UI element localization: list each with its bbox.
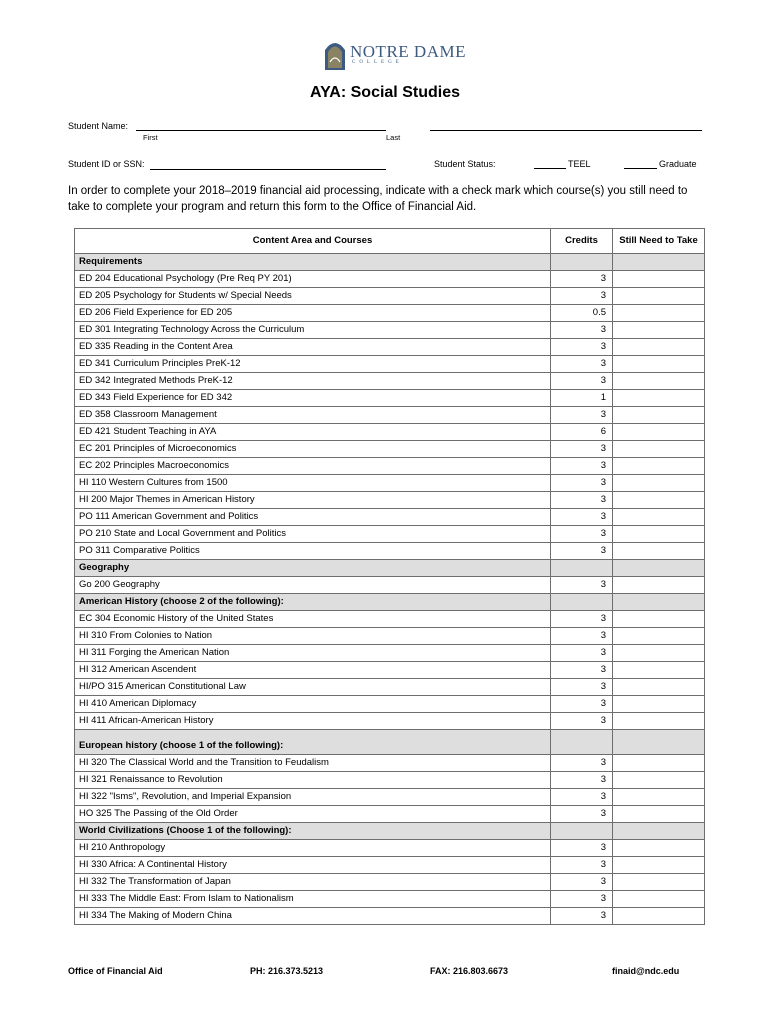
table-row xyxy=(75,857,705,874)
student-id-field[interactable] xyxy=(150,169,386,170)
still-need-checkbox-cell[interactable] xyxy=(613,441,705,458)
still-need-checkbox-cell[interactable] xyxy=(613,679,705,696)
first-label: First xyxy=(143,133,158,142)
course-credits: 3 xyxy=(551,288,613,305)
course-name: ED 205 Psychology for Students w/ Special Needs xyxy=(75,288,551,305)
page-title: AYA: Social Studies xyxy=(310,84,460,101)
still-need-checkbox-cell[interactable] xyxy=(613,696,705,713)
section-check-cell xyxy=(613,594,705,611)
course-name: HO 325 The Passing of the Old Order xyxy=(75,806,551,823)
table-row xyxy=(75,772,705,789)
table-row xyxy=(75,407,705,424)
table-row xyxy=(75,339,705,356)
course-name: PO 210 State and Local Government and Politics xyxy=(75,526,551,543)
course-name: ED 358 Classroom Management xyxy=(75,407,551,424)
still-need-checkbox-cell[interactable] xyxy=(613,322,705,339)
table-row xyxy=(75,789,705,806)
course-credits: 3 xyxy=(551,840,613,857)
table-row xyxy=(75,424,705,441)
course-name: EC 201 Principles of Microeconomics xyxy=(75,441,551,458)
table-row xyxy=(75,908,705,925)
course-name: PO 311 Comparative Politics xyxy=(75,543,551,560)
section-header-row xyxy=(75,560,705,577)
table-row xyxy=(75,526,705,543)
course-name: HI 110 Western Cultures from 1500 xyxy=(75,475,551,492)
section-header-row xyxy=(75,823,705,840)
still-need-checkbox-cell[interactable] xyxy=(613,789,705,806)
table-row xyxy=(75,543,705,560)
header-content-area: Content Area and Courses xyxy=(75,229,551,254)
teel-checkbox-line[interactable] xyxy=(534,168,566,169)
still-need-checkbox-cell[interactable] xyxy=(613,857,705,874)
table-row xyxy=(75,755,705,772)
still-need-checkbox-cell[interactable] xyxy=(613,271,705,288)
still-need-checkbox-cell[interactable] xyxy=(613,356,705,373)
course-name: ED 206 Field Experience for ED 205 xyxy=(75,305,551,322)
section-header-row xyxy=(75,730,705,755)
table-row xyxy=(75,611,705,628)
college-logo xyxy=(322,36,466,72)
table-row xyxy=(75,475,705,492)
course-credits: 3 xyxy=(551,679,613,696)
course-credits: 3 xyxy=(551,662,613,679)
courses-table xyxy=(74,228,705,925)
course-name: ED 342 Integrated Methods PreK-12 xyxy=(75,373,551,390)
still-need-checkbox-cell[interactable] xyxy=(613,874,705,891)
still-need-checkbox-cell[interactable] xyxy=(613,806,705,823)
still-need-checkbox-cell[interactable] xyxy=(613,390,705,407)
table-row xyxy=(75,645,705,662)
course-credits: 3 xyxy=(551,543,613,560)
course-credits: 3 xyxy=(551,475,613,492)
still-need-checkbox-cell[interactable] xyxy=(613,305,705,322)
course-name: EC 304 Economic History of the United States xyxy=(75,611,551,628)
table-row xyxy=(75,509,705,526)
course-name: ED 341 Curriculum Principles PreK-12 xyxy=(75,356,551,373)
still-need-checkbox-cell[interactable] xyxy=(613,424,705,441)
course-credits: 3 xyxy=(551,492,613,509)
course-name: ED 204 Educational Psychology (Pre Req PY 201) xyxy=(75,271,551,288)
course-credits: 3 xyxy=(551,577,613,594)
table-row xyxy=(75,441,705,458)
course-credits: 0.5 xyxy=(551,305,613,322)
still-need-checkbox-cell[interactable] xyxy=(613,713,705,730)
table-row xyxy=(75,390,705,407)
section-credits-cell xyxy=(551,254,613,271)
logo-name: NOTRE DAME xyxy=(350,42,466,61)
course-name: PO 111 American Government and Politics xyxy=(75,509,551,526)
still-need-checkbox-cell[interactable] xyxy=(613,543,705,560)
still-need-checkbox-cell[interactable] xyxy=(613,840,705,857)
header-still-need: Still Need to Take xyxy=(613,229,705,254)
course-credits: 3 xyxy=(551,526,613,543)
course-name: ED 335 Reading in the Content Area xyxy=(75,339,551,356)
college-crest-icon xyxy=(322,36,348,72)
course-name: HI 322 "Isms", Revolution, and Imperial Expansion xyxy=(75,789,551,806)
course-credits: 3 xyxy=(551,696,613,713)
still-need-checkbox-cell[interactable] xyxy=(613,908,705,925)
section-credits-cell xyxy=(551,823,613,840)
section-check-cell xyxy=(613,560,705,577)
instructions-text: In order to complete your 2018–2019 financial aid processing, indicate with a check mark which course(s) you still need to take to complete your program and return this form to the Office of Financial Aid. xyxy=(68,185,688,213)
table-row xyxy=(75,373,705,390)
table-row xyxy=(75,492,705,509)
table-row xyxy=(75,458,705,475)
student-id-label: Student ID or SSN: xyxy=(68,159,145,169)
table-row xyxy=(75,874,705,891)
course-name: HI 310 From Colonies to Nation xyxy=(75,628,551,645)
course-credits: 3 xyxy=(551,407,613,424)
section-credits-cell xyxy=(551,594,613,611)
table-row xyxy=(75,696,705,713)
course-credits: 3 xyxy=(551,339,613,356)
section-header-row xyxy=(75,254,705,271)
student-name-label: Student Name: xyxy=(68,121,129,131)
course-name: HI 410 American Diplomacy xyxy=(75,696,551,713)
course-credits: 3 xyxy=(551,806,613,823)
course-name: HI 334 The Making of Modern China xyxy=(75,908,551,925)
section-header-row xyxy=(75,594,705,611)
course-credits: 3 xyxy=(551,645,613,662)
graduate-checkbox-line[interactable] xyxy=(624,168,657,169)
course-credits: 3 xyxy=(551,441,613,458)
last-label: Last xyxy=(386,133,401,142)
course-name: HI 312 American Ascendent xyxy=(75,662,551,679)
section-check-cell xyxy=(613,730,705,755)
graduate-label: Graduate xyxy=(659,159,697,169)
section-title: World Civilizations (Choose 1 of the following): xyxy=(75,823,551,840)
course-credits: 3 xyxy=(551,356,613,373)
course-name: HI 320 The Classical World and the Transition to Feudalism xyxy=(75,755,551,772)
course-credits: 3 xyxy=(551,908,613,925)
course-name: HI 321 Renaissance to Revolution xyxy=(75,772,551,789)
section-credits-cell xyxy=(551,560,613,577)
course-name: EC 202 Principles Macroeconomics xyxy=(75,458,551,475)
footer-phone: PH: 216.373.5213 xyxy=(250,966,324,976)
section-title: Requirements xyxy=(75,254,551,271)
section-title: American History (choose 2 of the following): xyxy=(75,594,551,611)
table-header-row xyxy=(75,229,705,254)
course-name: HI 411 African-American History xyxy=(75,713,551,730)
table-row xyxy=(75,271,705,288)
course-credits: 3 xyxy=(551,628,613,645)
still-need-checkbox-cell[interactable] xyxy=(613,475,705,492)
header-credits: Credits xyxy=(551,229,613,254)
table-row xyxy=(75,840,705,857)
course-credits: 3 xyxy=(551,789,613,806)
course-credits: 3 xyxy=(551,857,613,874)
course-name: HI 311 Forging the American Nation xyxy=(75,645,551,662)
table-row xyxy=(75,679,705,696)
section-credits-cell xyxy=(551,730,613,755)
course-credits: 3 xyxy=(551,271,613,288)
course-credits: 3 xyxy=(551,458,613,475)
section-title: Geography xyxy=(75,560,551,577)
course-name: HI 333 The Middle East: From Islam to Nationalism xyxy=(75,891,551,908)
still-need-checkbox-cell[interactable] xyxy=(613,645,705,662)
courses-table-body xyxy=(75,254,705,925)
first-name-field[interactable] xyxy=(136,130,386,131)
section-title: European history (choose 1 of the following): xyxy=(75,730,551,755)
course-credits: 3 xyxy=(551,509,613,526)
still-need-checkbox-cell[interactable] xyxy=(613,611,705,628)
course-credits: 1 xyxy=(551,390,613,407)
table-row xyxy=(75,713,705,730)
table-row xyxy=(75,322,705,339)
still-need-checkbox-cell[interactable] xyxy=(613,628,705,645)
course-credits: 3 xyxy=(551,755,613,772)
footer-office: Office of Financial Aid xyxy=(68,966,163,976)
course-credits: 3 xyxy=(551,611,613,628)
still-need-checkbox-cell[interactable] xyxy=(613,526,705,543)
footer-fax: FAX: 216.803.6673 xyxy=(430,966,509,976)
still-need-checkbox-cell[interactable] xyxy=(613,772,705,789)
table-row xyxy=(75,577,705,594)
course-name: HI 330 Africa: A Continental History xyxy=(75,857,551,874)
course-credits: 3 xyxy=(551,322,613,339)
still-need-checkbox-cell[interactable] xyxy=(613,373,705,390)
course-name: ED 421 Student Teaching in AYA xyxy=(75,424,551,441)
still-need-checkbox-cell[interactable] xyxy=(613,577,705,594)
still-need-checkbox-cell[interactable] xyxy=(613,662,705,679)
course-credits: 3 xyxy=(551,772,613,789)
still-need-checkbox-cell[interactable] xyxy=(613,458,705,475)
still-need-checkbox-cell[interactable] xyxy=(613,288,705,305)
table-row xyxy=(75,891,705,908)
section-check-cell xyxy=(613,254,705,271)
course-credits: 3 xyxy=(551,713,613,730)
table-row xyxy=(75,356,705,373)
course-name: Go 200 Geography xyxy=(75,577,551,594)
teel-label: TEEL xyxy=(568,159,591,169)
table-row xyxy=(75,806,705,823)
course-name: HI/PO 315 American Constitutional Law xyxy=(75,679,551,696)
course-name: HI 332 The Transformation of Japan xyxy=(75,874,551,891)
table-row xyxy=(75,288,705,305)
still-need-checkbox-cell[interactable] xyxy=(613,509,705,526)
table-row xyxy=(75,662,705,679)
course-credits: 3 xyxy=(551,373,613,390)
student-status-label: Student Status: xyxy=(434,159,496,169)
table-row xyxy=(75,628,705,645)
course-credits: 3 xyxy=(551,874,613,891)
course-name: HI 210 Anthropology xyxy=(75,840,551,857)
section-check-cell xyxy=(613,823,705,840)
footer-email: finaid@ndc.edu xyxy=(612,966,680,976)
still-need-checkbox-cell[interactable] xyxy=(613,755,705,772)
table-row xyxy=(75,305,705,322)
course-credits: 3 xyxy=(551,891,613,908)
still-need-checkbox-cell[interactable] xyxy=(613,407,705,424)
course-name: HI 200 Major Themes in American History xyxy=(75,492,551,509)
still-need-checkbox-cell[interactable] xyxy=(613,492,705,509)
course-name: ED 301 Integrating Technology Across the Curriculum xyxy=(75,322,551,339)
course-credits: 6 xyxy=(551,424,613,441)
last-name-field[interactable] xyxy=(430,130,702,131)
still-need-checkbox-cell[interactable] xyxy=(613,891,705,908)
course-name: ED 343 Field Experience for ED 342 xyxy=(75,390,551,407)
logo-subtitle: COLLEGE xyxy=(352,60,403,65)
still-need-checkbox-cell[interactable] xyxy=(613,339,705,356)
